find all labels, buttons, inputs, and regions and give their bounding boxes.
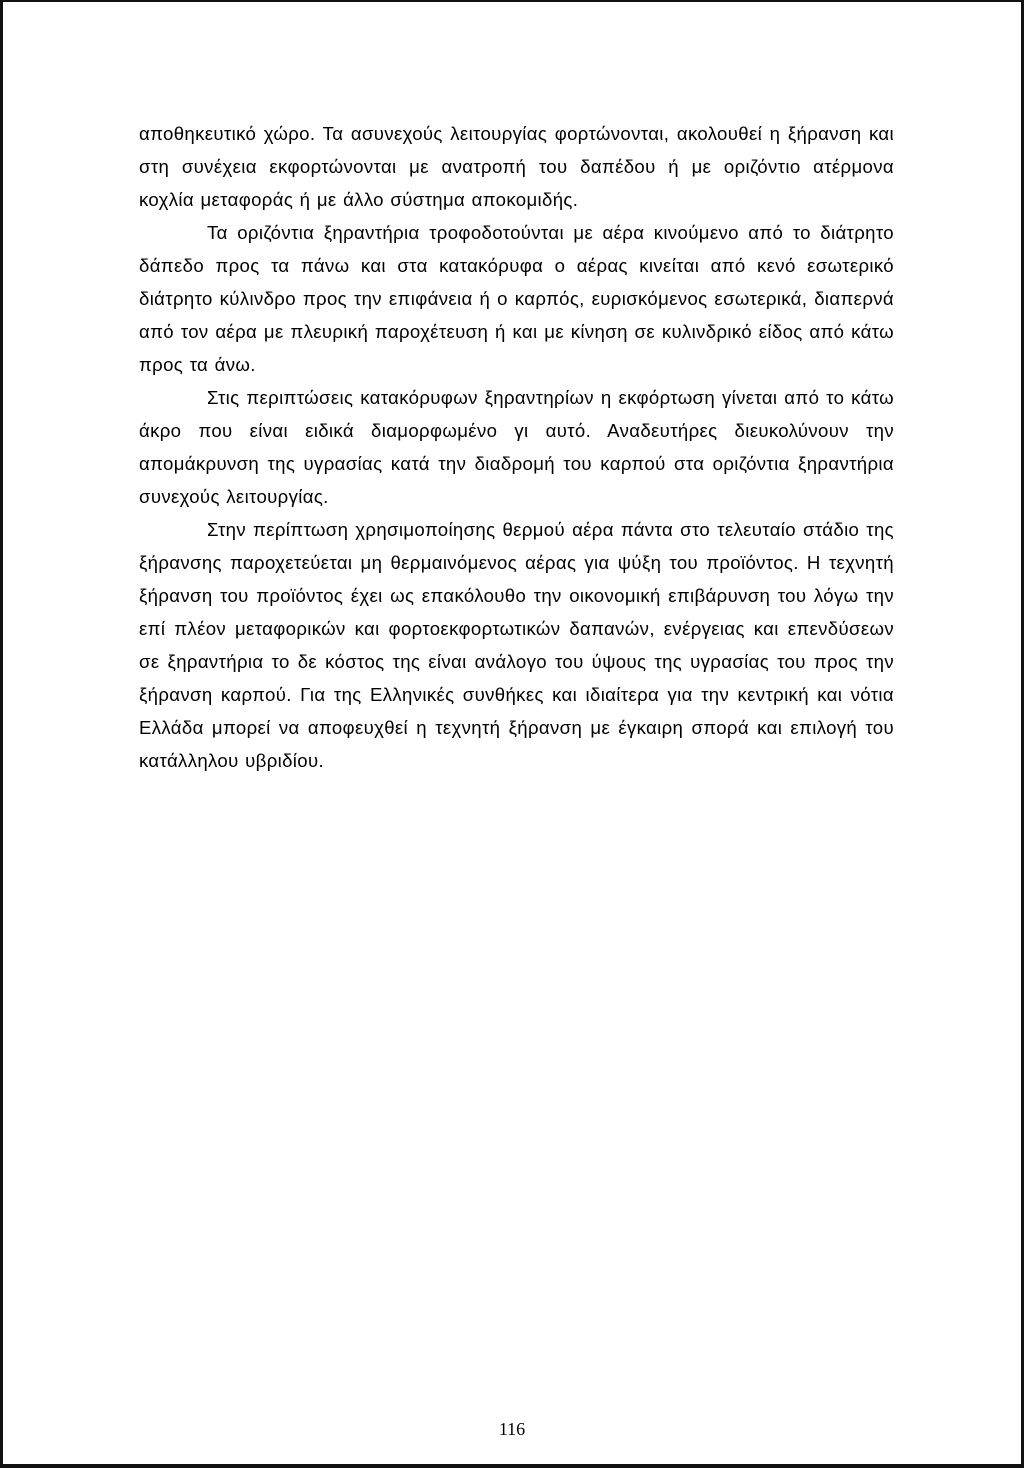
- paragraph-continuation: αποθηκευτικό χώρο. Τα ασυνεχούς λειτουργίας φορτώνονται, ακολουθεί η ξήρανση και στη συνέχεια εκφορτώνονται με ανατροπή του δαπέδου ή με οριζόντιο ατέρμονα κοχλία μεταφοράς ή με άλλο σύστημα αποκομιδής.: [139, 123, 894, 210]
- page-border-bottom: [0, 1464, 1024, 1468]
- page-border-left: [0, 0, 3, 1468]
- page-number: 116: [498, 1419, 526, 1439]
- paragraph-artificial-drying: Στην περίπτωση χρησιμοποίησης θερμού αέρα πάντα στο τελευταίο στάδιο της ξήρανσης παροχετεύεται μη θερμαινόμενος αέρας για ψύξη του προϊόντος. Η τεχνητή ξήρανση του προϊόντος έχει ως επακόλουθο την οικονομική επιβάρυνση του λόγω την επί πλέον μεταφορικών και φορτοεκφορτωτικών δαπανών, ενέργειας και επενδύσεων σε ξηραντήρια το δε κόστος της είναι ανάλογο του ύψους της υγρασίας του προς την ξήρανση καρπού. Για της Ελληνικές συνθήκες και ιδιαίτερα για την κεντρική και νότια Ελλάδα μπορεί να αποφευχθεί η τεχνητή ξήρανση με έγκαιρη σπορά και επιλογή του κατάλληλου υβριδίου.: [139, 519, 894, 771]
- page-border-top: [0, 0, 1024, 2]
- body-text: [139, 117, 894, 777]
- paragraph-dryers-airflow: Τα οριζόντια ξηραντήρια τροφοδοτούνται με αέρα κινούμενο από το διάτρητο δάπεδο προς τα πάνω και στα κατακόρυφα ο αέρας κινείται από κενό εσωτερικό διάτρητο κύλινδρο προς την επιφάνεια ή ο καρπός, ευρισκόμενος εσωτερικά, διαπερνά από τον αέρα με πλευρική παροχέτευση ή και με κίνηση σε κυλινδρικό είδος από κάτω προς τα άνω.: [139, 222, 894, 375]
- paragraph-vertical-dryers: Στις περιπτώσεις κατακόρυφων ξηραντηρίων η εκφόρτωση γίνεται από το κάτω άκρο που είναι ειδικά διαμορφωμένο γι αυτό. Αναδευτήρες διευκολύνουν την απομάκρυνση της υγρασίας κατά την διαδρομή του καρπού στα οριζόντια ξηραντήρια συνεχούς λειτουργίας.: [139, 387, 894, 507]
